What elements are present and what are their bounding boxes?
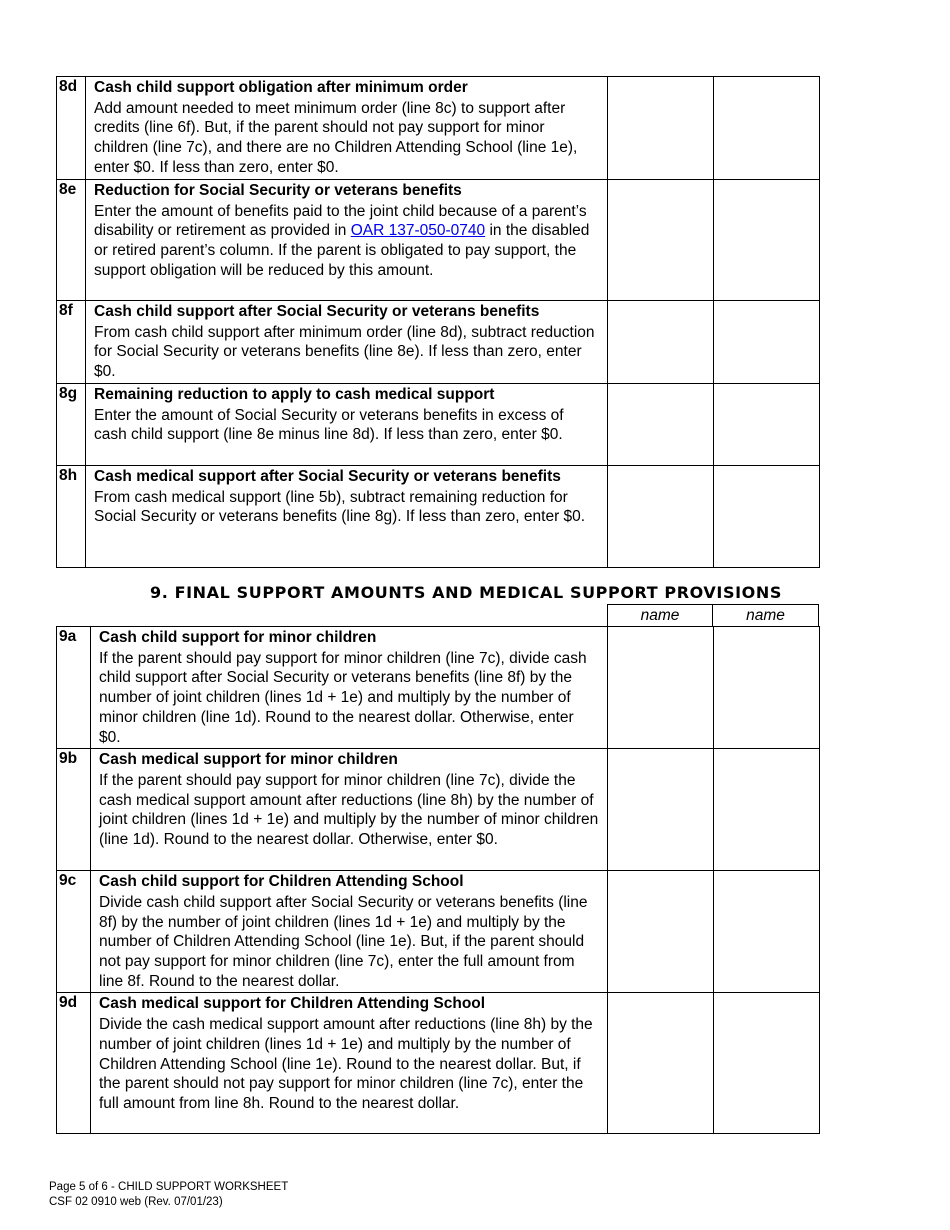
line-title: Cash child support for minor children [99, 629, 377, 646]
line-body: Divide cash child support after Social Security or veterans benefits (line 8f) by the number of joint children (lines 1d + 1e) and multiply by the number of Children Attending School (line 1e). But, if the parent should not pay support for minor children (line 7c), enter the full amount from line 8f. Round to the nearest dollar. [99, 893, 588, 990]
line-description [86, 384, 608, 466]
parent-b-amount-cell[interactable] [714, 466, 820, 568]
line-description [86, 180, 608, 301]
line-title: Cash medical support for Children Attending School [99, 995, 486, 1013]
table-row [57, 749, 820, 871]
parent-a-amount-cell[interactable] [608, 77, 714, 180]
column-header-parent-a: name [607, 604, 713, 626]
table-row [57, 627, 820, 749]
line-body: If the parent should pay support for minor children (line 7c), divide the cash medical support amount after reductions (line 8h) by the number of joint children (lines 1d + 1e) and multiply by the number of minor children (line 1d). Round to the nearest dollar. Otherwise, enter $0. [99, 771, 599, 849]
parent-b-amount-cell[interactable] [714, 384, 820, 466]
section-9-heading: 9. FINAL SUPPORT AMOUNTS AND MEDICAL SUPPORT PROVISIONS [150, 583, 782, 602]
line-title: Cash child support for Children Attending School [99, 873, 464, 891]
line-body-text: Enter the amount of benefits paid to the joint child because of a parent’s disability or retirement as provided in [94, 202, 587, 240]
line-body-text: in the disabled or retired parent’s column. If the parent is obligated to pay support, the support obligation will be reduced by this amount. [94, 222, 590, 279]
parent-a-amount-cell[interactable] [608, 466, 714, 568]
line-number: 8f [57, 301, 86, 384]
parent-a-amount-cell[interactable] [608, 993, 714, 1134]
line-body: Enter the amount of Social Security or veterans benefits in excess of cash child support (line 8e minus line 8d). If less than zero, enter $0. [94, 406, 564, 444]
table-row [57, 384, 820, 466]
parent-b-amount-cell[interactable] [714, 77, 820, 180]
footer-form-number: CSF 02 0910 web (Rev. 07/01/23) [49, 1196, 223, 1208]
line-number: 8e [57, 180, 86, 301]
table-row [57, 301, 820, 384]
parent-b-amount-cell[interactable] [714, 749, 820, 871]
line-body [94, 202, 599, 281]
parent-b-amount-cell[interactable] [714, 301, 820, 384]
parent-b-amount-cell[interactable] [714, 871, 820, 993]
section-8-table [56, 76, 820, 568]
line-number: 9a [57, 627, 91, 749]
line-title: Reduction for Social Security or veterans benefits [94, 182, 462, 199]
parent-b-amount-cell[interactable] [714, 993, 820, 1134]
line-title: Cash child support obligation after minimum order [94, 79, 468, 96]
line-number: 9c [57, 871, 91, 993]
parent-a-amount-cell[interactable] [608, 627, 714, 749]
parent-b-amount-cell[interactable] [714, 627, 820, 749]
oar-rule-link[interactable]: OAR 137-050-0740 [350, 222, 486, 240]
line-title: Cash medical support after Social Security or veterans benefits [94, 468, 561, 485]
parent-a-amount-cell[interactable] [608, 871, 714, 993]
line-description [86, 301, 608, 384]
line-description [86, 77, 608, 180]
line-description [91, 993, 608, 1134]
table-row [57, 466, 820, 568]
line-number: 9b [57, 749, 91, 871]
line-body: Add amount needed to meet minimum order (line 8c) to support after credits (line 6f). But, if the parent should not pay support for minor children (line 7c), and there are no Children Attending School (line 1e), enter $0. If less than zero, enter $0. [94, 99, 578, 176]
column-header-parent-b: name [712, 604, 819, 626]
parent-b-amount-cell[interactable] [714, 180, 820, 301]
line-description [91, 871, 608, 993]
parent-a-amount-cell[interactable] [608, 749, 714, 871]
line-number: 8h [57, 466, 86, 568]
section-9-table [56, 626, 820, 1134]
line-title: Cash medical support for minor children [99, 751, 398, 769]
line-body: Divide the cash medical support amount after reductions (line 8h) by the number of joint children (lines 1d + 1e) and multiply by the number of Children Attending School (line 1e). Round to the nearest dollar. But, if the parent should not pay support for minor children (line 7c), enter the full amount from line 8h. Round to the nearest dollar. [99, 1016, 593, 1112]
parent-a-amount-cell[interactable] [608, 384, 714, 466]
parent-a-amount-cell[interactable] [608, 180, 714, 301]
line-description [86, 466, 608, 568]
line-title: Cash child support after Social Security or veterans benefits [94, 303, 540, 320]
table-row [57, 871, 820, 993]
line-body: From cash child support after minimum order (line 8d), subtract reduction for Social Security or veterans benefits (line 8e). If less than zero, enter $0. [94, 323, 595, 381]
line-number: 8g [57, 384, 86, 466]
line-body: From cash medical support (line 5b), subtract remaining reduction for Social Security or veterans benefits (line 8g). If less than zero, enter $0. [94, 488, 586, 526]
table-row [57, 77, 820, 180]
line-title: Remaining reduction to apply to cash medical support [94, 386, 495, 403]
table-row [57, 180, 820, 301]
line-description [91, 627, 608, 749]
line-number: 8d [57, 77, 86, 180]
line-body: If the parent should pay support for minor children (line 7c), divide cash child support after Social Security or veterans benefits (line 8f) by the number of joint children (lines 1d + 1e) and multiply by the number of minor children (line 1d). Round to the nearest dollar. Otherwise, enter $0. [99, 649, 587, 746]
footer-page-info: Page 5 of 6 - CHILD SUPPORT WORKSHEET [49, 1181, 289, 1193]
table-row [57, 993, 820, 1134]
line-description [91, 749, 608, 871]
line-number: 9d [57, 993, 91, 1134]
parent-a-amount-cell[interactable] [608, 301, 714, 384]
